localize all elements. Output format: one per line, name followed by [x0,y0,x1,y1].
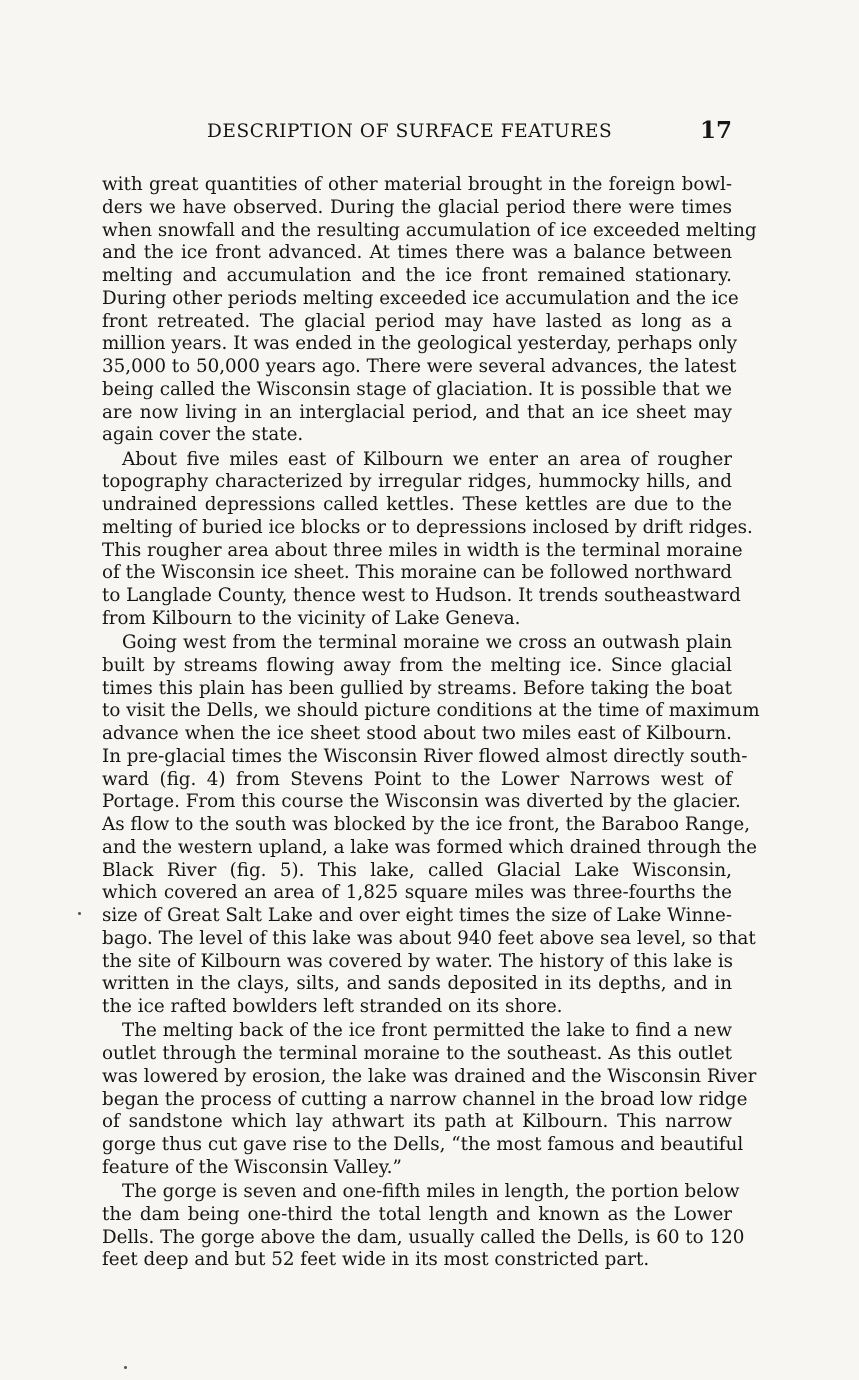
text-line: melting and accumulation and the ice front remained stationary. [102,265,732,286]
text-line: The melting back of the ice front permitted the lake to find a new [122,1020,732,1042]
text-line: melting of buried ice blocks or to depressions inclosed by drift ridges. [102,516,753,538]
text-line: As flow to the south was blocked by the ice front, the Baraboo Range, [102,814,751,835]
text-line: 35,000 to 50,000 years ago. There were several advances, the latest [102,356,737,377]
text-line: feet deep and but 52 feet wide in its most constricted part. [102,1249,650,1271]
text-line: times this plain has been gullied by streams. Before taking the boat [102,677,732,699]
running-head [102,117,732,151]
text-line: ders we have observed. During the glacial period there were times [102,196,732,218]
text-line: The gorge is seven and one-fifth miles in length, the portion below [122,1181,740,1202]
text-line: gorge thus cut gave rise to the Dells, “the most famous and beautiful [102,1134,744,1155]
scan-speck [78,912,81,915]
text-line: to Langlade County, thence west to Hudson. It trends southeastward [102,585,741,606]
text-line: Going west from the terminal moraine we cross an outwash plain [122,632,732,653]
text-line: advance when the ice sheet stood about two miles east of Kilbourn. [102,723,732,744]
paragraph-5 [102,1181,745,1272]
text-line: built by streams flowing away from the melting ice. Since glacial [102,654,732,676]
text-line: the dam being one-third the total length and known as the Lower [102,1203,732,1225]
text-line: During other periods melting exceeded ice accumulation and the ice [102,287,739,309]
text-line: from Kilbourn to the vicinity of Lake Geneva. [102,607,521,629]
page-number: 17 [699,117,732,144]
text-line: ward (fig. 4) from Stevens Point to the Lower Narrows west of [102,768,732,790]
text-line: undrained depressions called kettles. These kettles are due to the [102,494,732,515]
text-line: Portage. From this course the Wisconsin was diverted by the glacier. [102,791,741,813]
text-line: the ice rafted bowlders left stranded on its shore. [102,996,563,1017]
text-line: million years. It was ended in the geological yesterday, perhaps only [102,333,738,355]
paragraph-4 [102,1020,757,1179]
text-line: and the western upland, a lake was formed which drained through the [102,836,757,858]
text-line: feature of the Wisconsin Valley.” [102,1156,402,1178]
text-line: are now living in an interglacial period, and that an ice sheet may [102,401,732,423]
body-text [102,174,760,1274]
text-line: size of Great Salt Lake and over eight times the size of Lake Winne- [102,905,732,926]
text-line: of the Wisconsin ice sheet. This moraine can be followed northward [102,562,732,584]
text-line: being called the Wisconsin stage of glaciation. It is possible that we [102,378,732,400]
paragraph-1 [102,174,757,447]
text-line: outlet through the terminal moraine to the southeast. As this outlet [102,1043,732,1064]
text-line: bago. The level of this lake was about 940 feet above sea level, so that [102,927,756,949]
text-line: topography characterized by irregular ridges, hummocky hills, and [102,471,732,493]
text-line: to visit the Dells, we should picture conditions at the time of maximum [102,700,760,722]
text-line: of sandstone which lay athwart its path at Kilbourn. This narrow [102,1111,732,1133]
text-line: and the ice front advanced. At times there was a balance between [102,242,732,264]
text-line: About five miles east of Kilbourn we enter an area of rougher [122,448,732,470]
paragraph-2 [102,448,753,631]
text-line: with great quantities of other material brought in the foreign bowl- [102,174,732,195]
text-line: which covered an area of 1,825 square miles was three-fourths the [102,882,732,904]
text-line: written in the clays, silts, and sands deposited in its depths, and in [102,973,732,995]
text-line: began the process of cutting a narrow channel in the broad low ridge [102,1088,748,1110]
text-line: Dells. The gorge above the dam, usually called the Dells, is 60 to 120 [102,1226,745,1248]
scan-speck [124,1366,127,1369]
text-line: front retreated. The glacial period may have lasted as long as a [102,310,732,332]
text-line: was lowered by erosion, the lake was drained and the Wisconsin River [102,1065,757,1087]
text-line: Black River (fig. 5). This lake, called Glacial Lake Wisconsin, [102,859,732,881]
text-line: This rougher area about three miles in width is the terminal moraine [102,539,743,561]
paragraph-3 [102,632,760,1019]
text-line: when snowfall and the resulting accumulation of ice exceeded melting [102,219,757,241]
text-line: In pre-glacial times the Wisconsin River flowed almost directly south- [102,745,748,767]
text-line: again cover the state. [102,424,304,446]
text-line: the site of Kilbourn was covered by water. The history of this lake is [102,950,734,972]
page-title: DESCRIPTION OF SURFACE FEATURES [207,121,613,142]
